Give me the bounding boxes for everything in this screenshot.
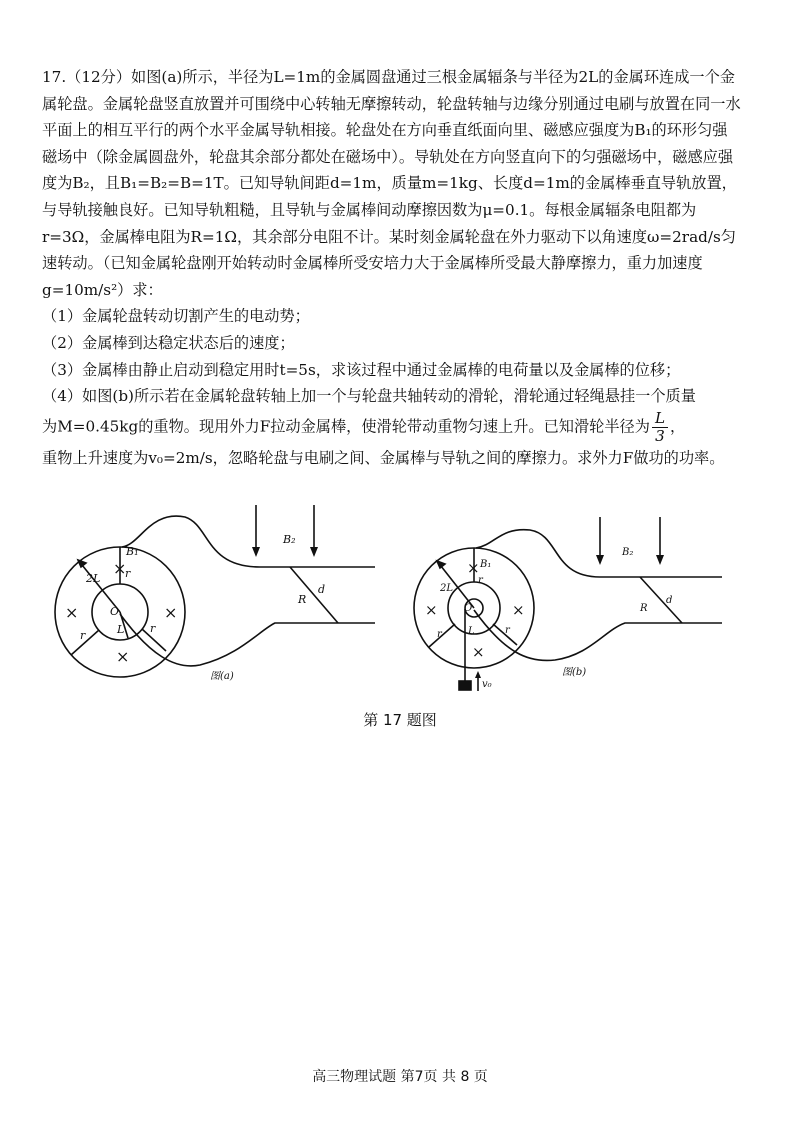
- fig-b-label-d: d: [666, 595, 673, 606]
- figure-caption: 第 17 题图: [363, 711, 437, 729]
- fig-a-label-L: L: [117, 623, 125, 636]
- figures: [0, 505, 800, 695]
- figure-b-diagram: [414, 517, 722, 691]
- fig-b-caption: 图(b): [562, 667, 587, 678]
- fig-b-cross-1: ×: [467, 559, 480, 577]
- question-2: （2）金属棒到达稳定状态后的速度；: [42, 333, 295, 352]
- fig-b-label-L: L: [468, 626, 475, 637]
- fig-b-weight: [459, 681, 471, 690]
- fig-b-label-r-top: r: [478, 575, 483, 586]
- fig-a-label-B1: B₁: [126, 545, 139, 558]
- fig-a-caption: 图(a): [210, 671, 234, 682]
- fig-a-label-R: R: [298, 593, 307, 606]
- fig-b-cross-3: ×: [512, 601, 525, 619]
- fig-b-metal-rod: [640, 577, 682, 623]
- fig-a-label-d: d: [318, 583, 326, 596]
- fig-a-top-wire: [122, 516, 375, 567]
- fig-a-label-O: O: [110, 605, 120, 618]
- pulley-radius-fraction: [652, 410, 668, 445]
- question-1: （1）金属轮盘转动切割产生的电动势；: [42, 307, 310, 326]
- fig-b-label-B2: B₂: [622, 547, 634, 558]
- fig-a-label-r-top: r: [125, 567, 131, 580]
- question-3: （3）金属棒由静止启动到稳定用时t=5s，求该过程中通过金属棒的电荷量以及金属棒的位移；: [42, 360, 681, 379]
- fig-b-cross-2: ×: [425, 601, 438, 619]
- fig-b-label-B1: B₁: [480, 559, 492, 570]
- fig-b-cross-4: ×: [472, 643, 485, 661]
- fig-b-label-r-right: r: [505, 625, 510, 636]
- fig-a-label-2L: 2L: [86, 572, 101, 585]
- question-4-line-3: 重物上升速度为v₀=2m/s，忽略轮盘与电刷之间、金属棒与导轨之间的摩擦力。求外力F做功的功率。: [42, 448, 725, 467]
- question-4-line-1: （4）如图(b)所示若在金属轮盘转轴上加一个与轮盘共轴转动的滑轮，滑轮通过轻绳悬挂一个质量: [42, 387, 696, 406]
- fig-a-cross-4: ×: [116, 647, 130, 666]
- problem-17: [42, 64, 742, 471]
- question-4-text-a: 为M=0.45kg的重物。现用外力F拉动金属棒，使滑轮带动重物匀速上升。已知滑轮半径为: [42, 417, 650, 436]
- question-4-line-2: [42, 410, 742, 445]
- fig-b-label-O: O: [464, 603, 473, 614]
- fraction-denominator: 3: [655, 426, 665, 445]
- fig-b-spoke-2: [429, 624, 455, 647]
- fig-b-label-R: R: [640, 603, 648, 614]
- fig-b-label-2L: 2L: [440, 583, 454, 594]
- fig-b-top-wire: [476, 530, 722, 577]
- fig-a-label-r-right: r: [150, 622, 156, 635]
- question-4-text-b: ，: [670, 417, 686, 436]
- fig-a-cross-2: ×: [65, 603, 79, 622]
- fig-a-label-r-left: r: [80, 629, 86, 642]
- figure-a-diagram: [55, 505, 375, 677]
- page-footer: 高三物理试题 第7页 共 8 页: [312, 1069, 488, 1085]
- fig-a-arrowhead: [78, 560, 86, 567]
- fig-b-label-r-left: r: [437, 629, 442, 640]
- fig-b-label-v0: v₀: [482, 679, 492, 690]
- fig-a-cross-3: ×: [164, 603, 178, 622]
- fig-a-cross-1: ×: [113, 559, 127, 578]
- figures-svg: [0, 505, 800, 695]
- fig-a-label-B2: B₂: [283, 533, 296, 546]
- problem-intro: 17.（12分）如图(a)所示，半径为L=1m的金属圆盘通过三根金属辐条与半径为2L的金属环连成一个金属轮盘。金属轮盘竖直放置并可围绕中心转轴无摩擦转动，轮盘转轴与边缘分别通过电刷与放置在同一水平面上的相互平行的两个水平金属导轨相接。轮盘处在方向垂直纸面向里、磁感应强度为B₁的环形匀强磁场中（除金属圆盘外，轮盘其余部分都处在磁场中）。导轨处在方向竖直向下的匀强磁场中，磁感应强度为B₂，且B₁=B₂=B=1T。已知导轨间距d=1m，质量m=1kg、长度d=1m的金属棒垂直导轨放置，与导轨接触良好。已知导轨粗糙，且导轨与金属棒间动摩擦因数为μ=0.1。每根金属辐条电阻都为r=3Ω，金属棒电阻为R=1Ω，其余部分电阻不计。某时刻金属轮盘在外力驱动下以角速度ω=2rad/s匀速转动。（已知金属轮盘刚开始转动时金属棒所受安培力大于金属棒所受最大静摩擦力，重力加速度g=10m/s²）求：: [42, 68, 741, 299]
- fraction-numerator: L: [652, 410, 668, 428]
